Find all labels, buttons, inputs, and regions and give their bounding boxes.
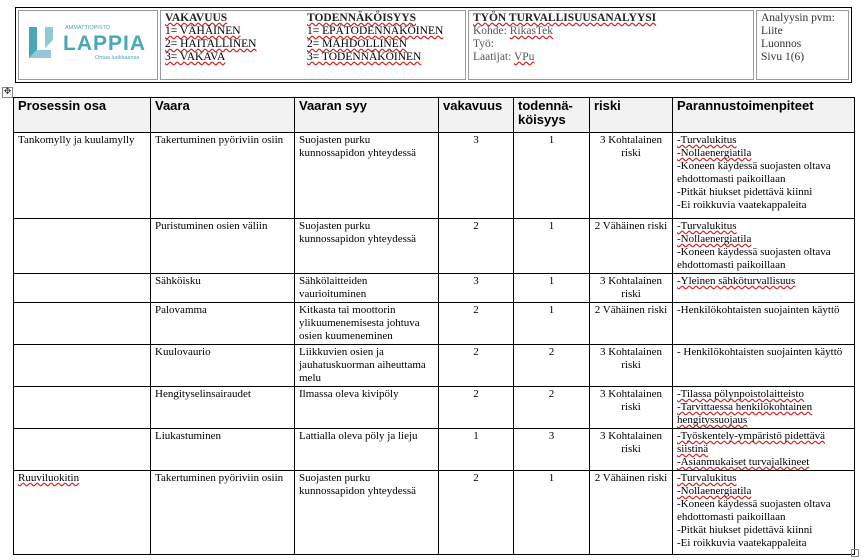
tyo-label: Työ: [473,38,494,50]
table-row [14,387,855,429]
cell-probability: 1 [514,471,590,555]
cell-process [14,387,151,429]
cell-severity: 1 [439,429,514,471]
cell-risk: 3 Kohtalainen riski [590,387,673,429]
cell-process [14,219,151,274]
severity-level-1: 1= VÄHÄINEN [165,25,241,37]
action-item: - Henkilökohtaisten suojainten käyttö [677,346,843,358]
document-meta [756,10,849,80]
cell-actions [673,471,855,555]
col-header-severity: vakavuus [439,98,514,133]
cell-probability: 1 [514,133,590,219]
cell-risk: 2 Vähäinen riski [590,219,673,274]
cell-risk: 3 Kohtalainen riski [590,274,673,303]
cell-risk: 2 Vähäinen riski [590,471,673,555]
analysis-date-label: Analyysin pvm: [761,12,835,24]
probability-level-2: 2= MAHDOLLINEN [307,38,408,50]
cell-probability: 2 [514,345,590,387]
col-header-risk: riski [590,98,673,133]
cell-hazard: Takertuminen pyöriviin osiin [151,133,295,219]
laatijat-label: Laatijat: [473,51,514,63]
action-item: -Turvalukitus [677,220,737,232]
cell-severity: 2 [439,303,514,345]
cell-cause: Suojasten purku kunnossapidon yhteydessä [295,471,439,555]
cell-actions [673,303,855,345]
logo-cell [18,10,158,80]
risk-analysis-table [13,97,855,555]
cell-process-text: Ruuviluokitin [18,472,80,484]
logo-name: LAPPIA [63,32,147,55]
table-row [14,471,855,555]
cell-cause: Sähkölaitteiden vaurioituminen [295,274,439,303]
lappia-logo [23,12,153,72]
action-item: -Nollaenergiatila [677,233,752,245]
cell-hazard: Sähköisku [151,274,295,303]
severity-legend [160,10,466,80]
col-header-cause: Vaaran syy [295,98,439,133]
logo-tagline: Omaa luokkaansa [95,55,140,61]
cell-hazard: Palovamma [151,303,295,345]
cell-actions [673,274,855,303]
document-header [15,7,852,83]
cell-process: Tankomylly ja kuulamylly [14,133,151,219]
cell-process [14,429,151,471]
cell-actions [673,133,855,219]
probability-level-1: 1= EPÄTODENNÄKÖINEN [307,25,444,37]
col-header-process: Prosessin osa [14,98,151,133]
cell-probability: 1 [514,219,590,274]
cell-process [14,345,151,387]
action-item: -Koneen käydessä suojasten oltava ehdottomasti paikoillaan [677,246,831,271]
col-header-actions: Parannustoimenpiteet [673,98,855,133]
analysis-title: TYÖN TURVALLISUUSANALYYSI [473,12,657,24]
cell-cause: Suojasten purku kunnossapidon yhteydessä [295,133,439,219]
severity-level-2: 2= HAITALLINEN [165,38,257,50]
action-item: -Nollaenergiatila [677,147,752,159]
cell-risk: 3 Kohtalainen riski [590,429,673,471]
table-resize-handle[interactable] [851,549,859,557]
table-row [14,345,855,387]
laatijat-value: VPu [513,51,535,63]
action-item: -Tilassa pölynpoistolaitteisto [677,388,805,400]
probability-title: TODENNÄKÖISYYS [307,12,417,24]
action-item: -Henkilökohtaisten suojainten käyttö [677,304,840,316]
document-status: Luonnos [761,38,802,50]
cell-cause: Lattialla oleva pöly ja lieju [295,429,439,471]
cell-actions [673,429,855,471]
cell-probability: 1 [514,274,590,303]
cell-risk: 2 Vähäinen riski [590,303,673,345]
analysis-info [468,10,754,80]
cell-severity: 2 [439,387,514,429]
cell-hazard: Takertuminen pyöriviin osiin [151,471,295,555]
cell-actions [673,219,855,274]
cell-hazard: Liukastuminen [151,429,295,471]
logo-top-text: AMMATTIOPISTO [65,25,111,31]
kohde-value: RikasTek [509,25,554,37]
col-header-probability: todennä-köisyys [514,98,590,133]
liite-label: Liite [761,25,783,37]
action-item: -Koneen käydessä suojasten oltava ehdottomasti paikoillaan [677,160,831,185]
action-item: -Koneen käydessä suojasten oltava ehdottomasti paikoillaan [677,498,831,523]
cell-probability: 3 [514,429,590,471]
cell-actions [673,345,855,387]
action-item: -Tarvittaessa henkilökohtainen hengityssuojaus [677,401,813,426]
table-row [14,219,855,274]
cell-cause: Liikkuvien osien ja jauhatuskuorman aiheuttama melu [295,345,439,387]
cell-process [14,303,151,345]
table-row [14,133,855,219]
cell-severity: 2 [439,219,514,274]
action-item: -Nollaenergiatila [677,485,752,497]
cell-severity: 3 [439,133,514,219]
cell-hazard: Puristuminen osien väliin [151,219,295,274]
cell-actions [673,387,855,429]
severity-level-3: 3= VAKAVA [165,51,226,63]
table-row [14,303,855,345]
probability-level-3: 3= TODENNÄKÖINEN [307,51,422,63]
col-header-hazard: Vaara [151,98,295,133]
cell-process [14,274,151,303]
page-number: Sivu 1(6) [761,51,805,63]
kohde-label: Kohde: [473,25,510,37]
cell-probability: 1 [514,303,590,345]
cell-severity: 3 [439,274,514,303]
cell-cause: Ilmassa oleva kivipöly [295,387,439,429]
action-item: -Pitkät hiukset pidettävä kiinni [677,186,813,198]
cell-cause: Kitkasta tai moottorin ylikuumenemisesta johtuva osien kuumeneminen [295,303,439,345]
action-item: -Ei roikkuvia vaatekappaleita [677,199,807,211]
table-move-handle-icon[interactable]: ✥ [3,87,12,97]
action-item: -Turvalukitus [677,472,737,484]
table-header-row [14,98,855,133]
cell-severity: 2 [439,471,514,555]
action-item: -Ei roikkuvia vaatekappaleita [677,537,807,549]
severity-title: VAKAVUUS [165,12,228,24]
action-item: -Turvalukitus [677,134,737,146]
action-item: -Pitkät hiukset pidettävä kiinni [677,524,813,536]
cell-probability: 2 [514,387,590,429]
cell-severity: 2 [439,345,514,387]
action-item: -Asianmukaiset turvajalkineet [677,456,810,468]
action-item: -Työskentely-ympäristö pidettävä siistinä [677,430,825,455]
action-item: -Yleinen sähköturvallisuus [677,275,796,287]
table-row [14,429,855,471]
cell-hazard: Hengityselinsairaudet [151,387,295,429]
table-row [14,274,855,303]
cell-risk: 3 Kohtalainen riski [590,345,673,387]
cell-cause: Suojasten purku kunnossapidon yhteydessä [295,219,439,274]
cell-hazard: Kuulovaurio [151,345,295,387]
cell-process [14,471,151,555]
cell-risk: 3 Kohtalainen riski [590,133,673,219]
